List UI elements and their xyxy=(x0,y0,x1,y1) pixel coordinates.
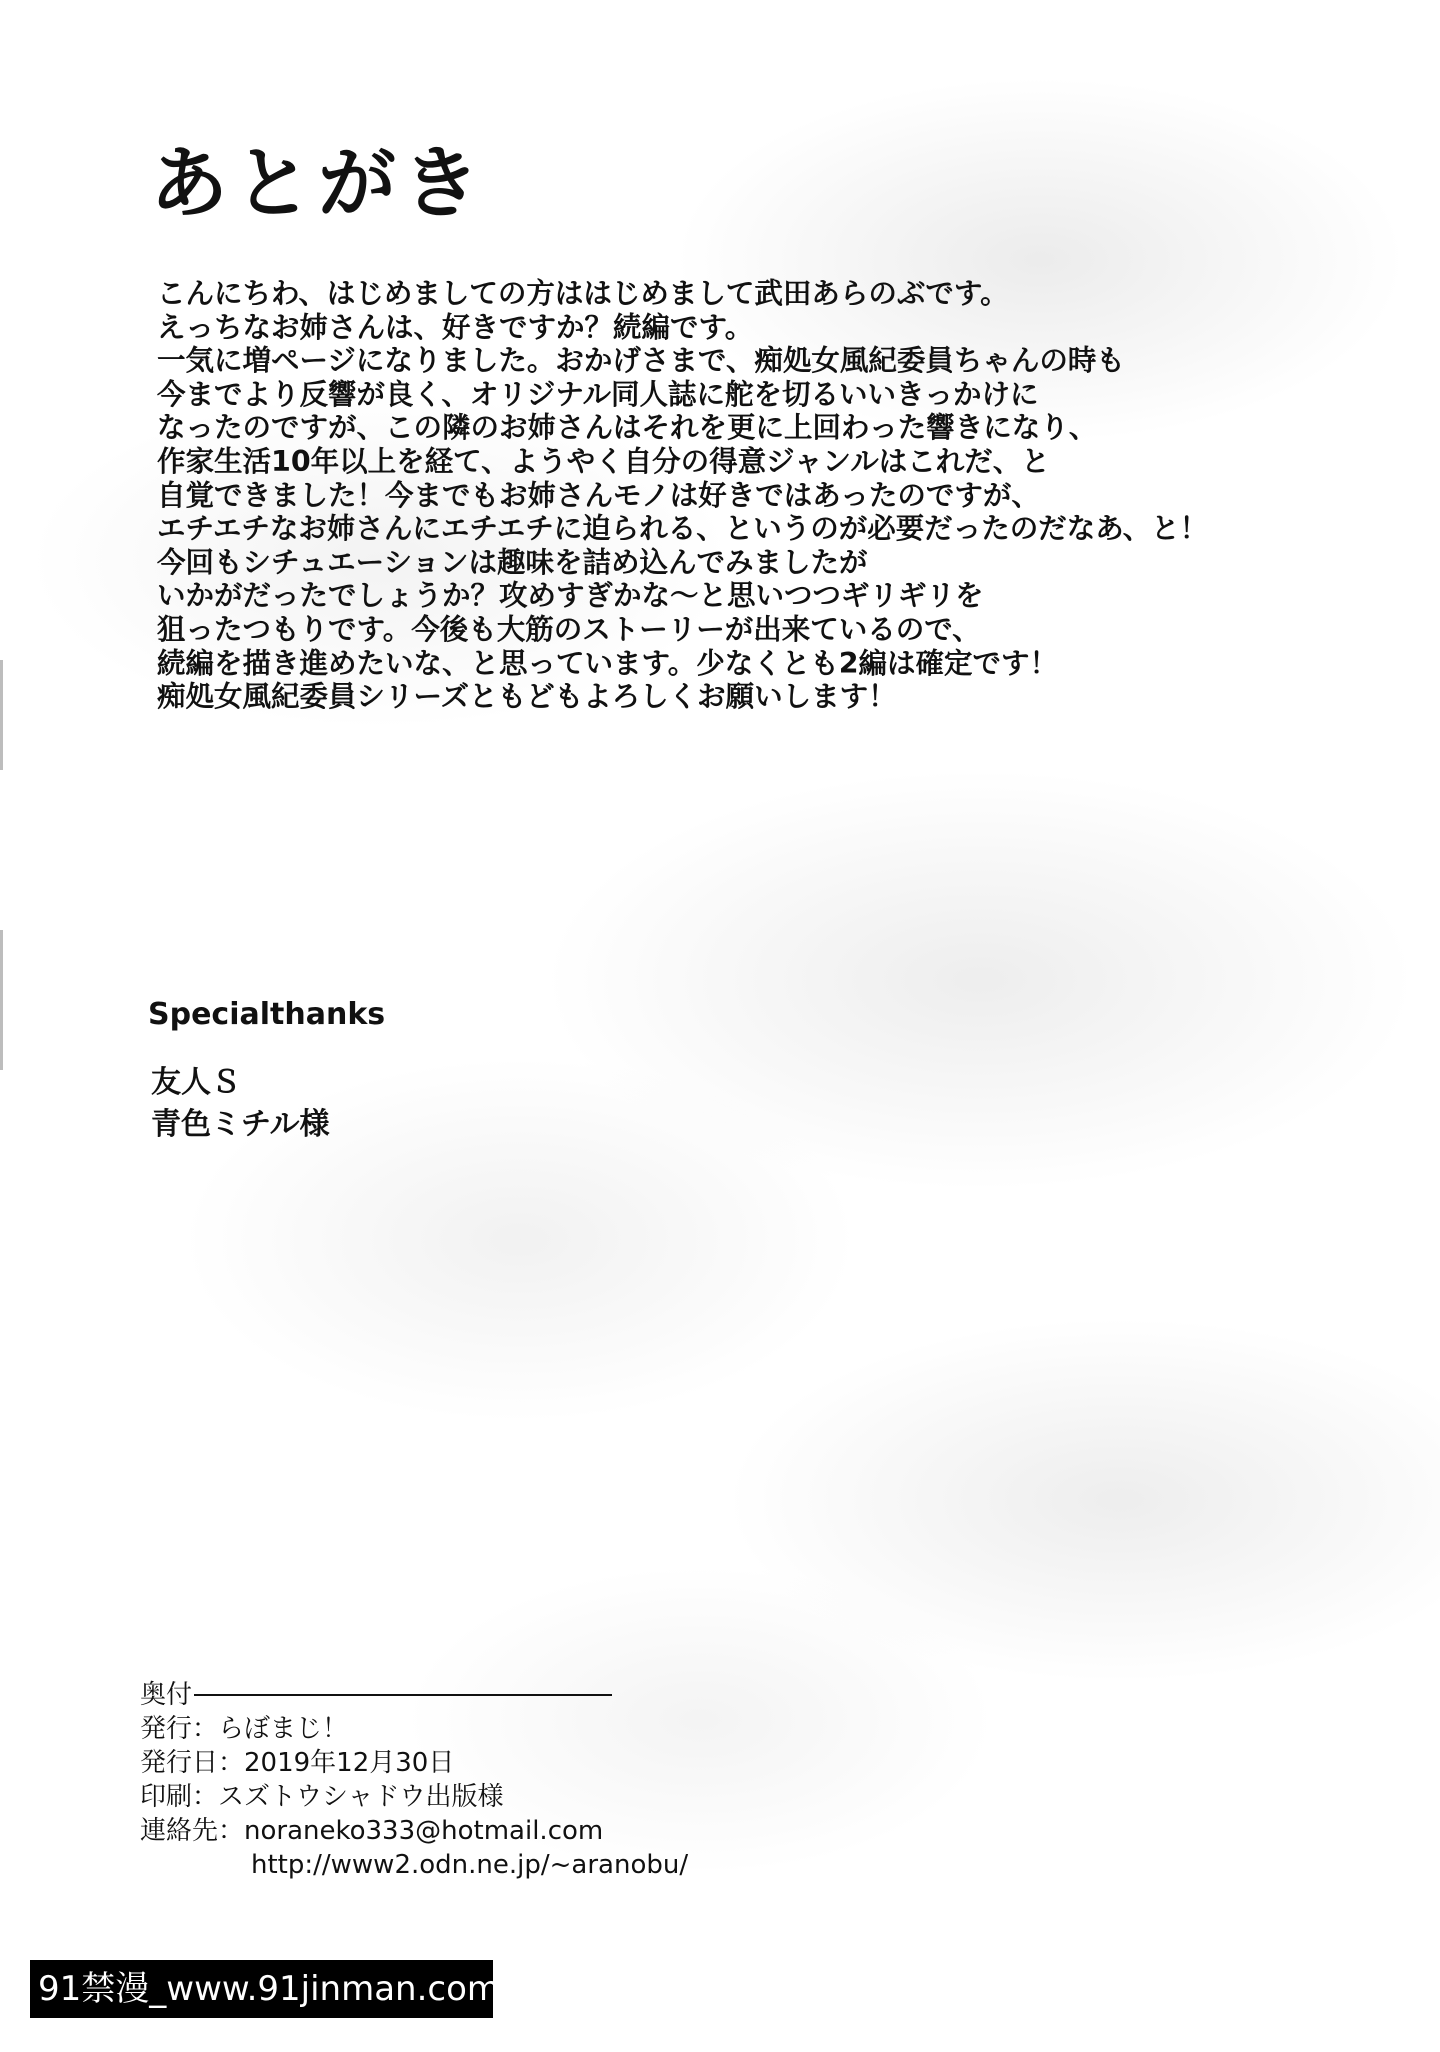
colophon-contact: 連絡先：noraneko333@hotmail.com xyxy=(140,1816,604,1846)
special-thanks-title: Specialthanks xyxy=(148,997,386,1032)
page-edge-mark xyxy=(0,660,3,770)
afterword-heading: あとがき xyxy=(150,138,487,229)
afterword-line: えっちなお姉さんは、好きですか？続編です。 xyxy=(157,310,754,344)
colophon xyxy=(140,1678,688,1882)
special-thanks-list xyxy=(151,1062,330,1146)
colophon-printer: 印刷：スズトウシャドウ出版様 xyxy=(140,1782,504,1812)
special-thanks-name: 友人Ｓ xyxy=(151,1065,241,1100)
special-thanks-name: 青色ミチル様 xyxy=(151,1107,330,1142)
colophon-publisher: 発行：らぼまじ！ xyxy=(140,1714,349,1744)
colophon-date: 発行日：2019年12月30日 xyxy=(140,1748,455,1778)
colophon-title: 奥付 xyxy=(140,1680,193,1710)
afterword-line: 自覚できました！今までもお姉さんモノは好きではあったのですが、 xyxy=(157,478,1040,512)
page-edge-mark xyxy=(0,930,3,1070)
afterword-line: 狙ったつもりです。今後も大筋のストーリーが出来ているので、 xyxy=(157,612,981,646)
colophon-title-row xyxy=(140,1678,688,1712)
afterword-line: こんにちわ、はじめましての方ははじめまして武田あらのぶです。 xyxy=(157,277,1009,310)
afterword-line: なったのですが、この隣のお姉さんはそれを更に上回わった響きになり、 xyxy=(157,411,1098,445)
afterword-line: 作家生活10年以上を経て、ようやく自分の得意ジャンルはこれだ、と xyxy=(157,444,1050,478)
afterword-line: エチエチなお姉さんにエチエチに迫られる、というのが必要だったのだなあ、と！ xyxy=(157,512,1209,546)
afterword-line: 続編を描き進めたいな、と思っています。少なくとも2編は確定です！ xyxy=(157,646,1059,680)
colophon-url: http://www2.odn.ne.jp/~aranobu/ xyxy=(251,1850,689,1880)
afterword-line: 痴処女風紀委員シリーズともどもよろしくお願いします！ xyxy=(157,680,897,714)
afterword-line: 今回もシチュエーションは趣味を詰め込んでみましたが xyxy=(157,545,868,579)
afterword-line: 一気に増ページになりました。おかげさまで、痴処女風紀委員ちゃんの時も xyxy=(157,344,1125,378)
afterword-line: 今までより反響が良く、オリジナル同人誌に舵を切るいいきっかけに xyxy=(157,377,1039,411)
colophon-rule xyxy=(194,1694,612,1696)
afterword-body xyxy=(157,277,1387,714)
site-watermark: 91禁漫_www.91jinman.com xyxy=(30,1960,493,2018)
afterword-line: いかがだったでしょうか？攻めすぎかな～と思いつつギリギリを xyxy=(157,579,984,613)
